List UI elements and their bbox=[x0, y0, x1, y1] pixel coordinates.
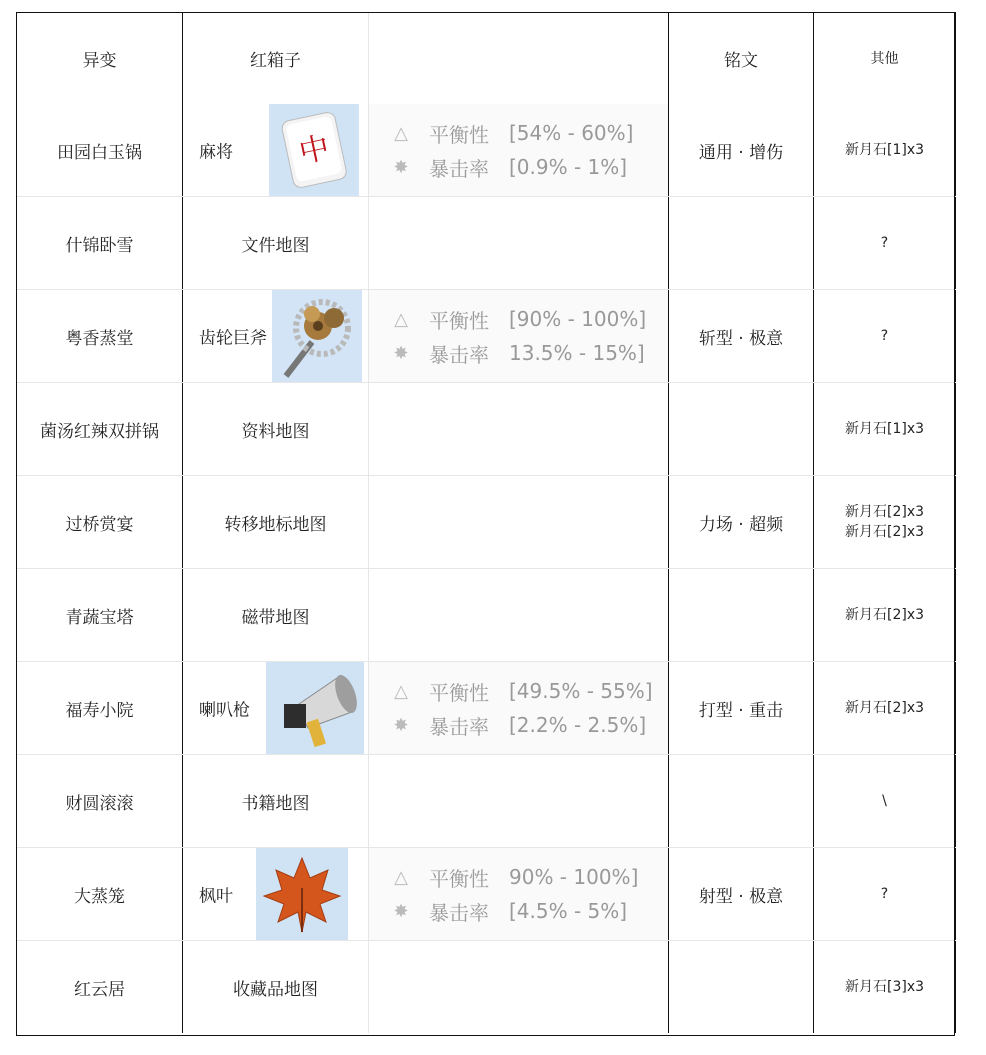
red-box-name: 枫叶 bbox=[199, 886, 233, 907]
red-box-cell bbox=[183, 848, 369, 941]
other-cell bbox=[814, 848, 956, 941]
stats-cell bbox=[369, 383, 669, 476]
inscription: 打型 · 重击 bbox=[669, 662, 814, 755]
other-cell bbox=[814, 941, 956, 1034]
stat-range: [2.2% - 2.5%] bbox=[509, 713, 647, 737]
stat-line bbox=[387, 894, 668, 928]
stat-line bbox=[387, 708, 668, 742]
inscription: 力场 · 超频 bbox=[669, 476, 814, 569]
stat-label: 平衡性 bbox=[429, 866, 489, 891]
red-box-cell bbox=[183, 290, 369, 383]
stat-range: [0.9% - 1%] bbox=[509, 155, 628, 179]
anomaly-name: 过桥赏宴 bbox=[17, 476, 183, 569]
header-inscription: 铭文 bbox=[669, 12, 814, 104]
maple-leaf-icon bbox=[256, 848, 346, 940]
table-row bbox=[17, 476, 956, 569]
inscription: 射型 · 极意 bbox=[669, 848, 814, 941]
balance-icon: △ bbox=[394, 866, 408, 888]
svg-text:中: 中 bbox=[296, 130, 333, 171]
other-value: 新月石[2]x3 bbox=[844, 607, 925, 623]
stat-line bbox=[387, 116, 668, 150]
other-value: 新月石[2]x3 bbox=[844, 524, 925, 540]
stats-cell bbox=[369, 476, 669, 569]
table-row bbox=[17, 755, 956, 848]
stat-range: 90% - 100%] bbox=[509, 865, 639, 889]
red-box-name: 齿轮巨斧 bbox=[199, 328, 267, 349]
anomaly-name: 大蒸笼 bbox=[17, 848, 183, 941]
stats-cell bbox=[369, 755, 669, 848]
inscription bbox=[669, 569, 814, 662]
stat-label: 暴击率 bbox=[429, 714, 489, 739]
other-value: ? bbox=[880, 328, 889, 344]
anomaly-name: 什锦卧雪 bbox=[17, 197, 183, 290]
crit-icon: ✸ bbox=[393, 714, 409, 736]
other-value: 新月石[3]x3 bbox=[844, 979, 925, 995]
other-value: 新月石[1]x3 bbox=[844, 421, 925, 437]
red-box-cell: 资料地图 bbox=[183, 383, 369, 476]
mahjong-tile-icon bbox=[269, 104, 359, 196]
other-cell bbox=[814, 383, 956, 476]
other-cell bbox=[814, 104, 956, 197]
stats-cell bbox=[369, 290, 669, 383]
stats-cell bbox=[369, 662, 669, 755]
header-other: 其他 bbox=[814, 12, 956, 104]
table-row bbox=[17, 662, 956, 755]
inscription bbox=[669, 755, 814, 848]
anomaly-name: 田园白玉锅 bbox=[17, 104, 183, 197]
gear-axe-icon bbox=[272, 290, 362, 382]
red-box-cell: 文件地图 bbox=[183, 197, 369, 290]
megaphone-gun-icon bbox=[266, 662, 356, 754]
stat-line bbox=[387, 302, 668, 336]
table-row bbox=[17, 383, 956, 476]
red-box-cell: 收藏品地图 bbox=[183, 941, 369, 1034]
other-value: 新月石[2]x3 bbox=[844, 700, 925, 716]
balance-icon: △ bbox=[394, 680, 408, 702]
inscription: 通用 · 增伤 bbox=[669, 104, 814, 197]
stat-label: 平衡性 bbox=[429, 308, 489, 333]
stats-cell bbox=[369, 941, 669, 1034]
stat-label: 平衡性 bbox=[429, 122, 489, 147]
red-box-cell: 转移地标地图 bbox=[183, 476, 369, 569]
stat-line bbox=[387, 336, 668, 370]
stat-label: 暴击率 bbox=[429, 900, 489, 925]
crit-icon: ✸ bbox=[393, 900, 409, 922]
stat-line bbox=[387, 860, 668, 894]
stat-range: [49.5% - 55%] bbox=[509, 679, 653, 703]
stats-cell bbox=[369, 848, 669, 941]
red-box-name: 麻将 bbox=[199, 142, 233, 163]
anomaly-name: 粤香蒸堂 bbox=[17, 290, 183, 383]
stats-cell bbox=[369, 197, 669, 290]
inscription bbox=[669, 941, 814, 1034]
inscription bbox=[669, 197, 814, 290]
stat-label: 平衡性 bbox=[429, 680, 489, 705]
header-red-box: 红箱子 bbox=[183, 12, 369, 104]
anomaly-name: 福寿小院 bbox=[17, 662, 183, 755]
other-cell bbox=[814, 662, 956, 755]
table-row bbox=[17, 848, 956, 941]
red-box-name: 喇叭枪 bbox=[199, 700, 250, 721]
balance-icon: △ bbox=[394, 308, 408, 330]
inscription: 斩型 · 极意 bbox=[669, 290, 814, 383]
stats-cell bbox=[369, 104, 669, 197]
table-row bbox=[17, 290, 956, 383]
stat-line bbox=[387, 674, 668, 708]
stat-line bbox=[387, 150, 668, 184]
other-cell bbox=[814, 569, 956, 662]
anomaly-name: 财圆滚滚 bbox=[17, 755, 183, 848]
anomaly-name: 青蔬宝塔 bbox=[17, 569, 183, 662]
other-cell bbox=[814, 290, 956, 383]
header-stats bbox=[369, 12, 669, 104]
other-value: ? bbox=[880, 886, 889, 902]
anomaly-table bbox=[16, 12, 956, 1033]
table-row bbox=[17, 941, 956, 1034]
red-box-cell: 书籍地图 bbox=[183, 755, 369, 848]
other-value: ? bbox=[880, 235, 889, 251]
other-cell bbox=[814, 755, 956, 848]
stat-range: 13.5% - 15%] bbox=[509, 341, 645, 365]
crit-icon: ✸ bbox=[393, 342, 409, 364]
inscription bbox=[669, 383, 814, 476]
table-row bbox=[17, 569, 956, 662]
table-row bbox=[17, 104, 956, 197]
other-value: 新月石[2]x3 bbox=[844, 504, 925, 520]
anomaly-name: 红云居 bbox=[17, 941, 183, 1034]
header-anomaly: 异变 bbox=[17, 12, 183, 104]
anomaly-name: 菌汤红辣双拼锅 bbox=[17, 383, 183, 476]
other-value: 新月石[1]x3 bbox=[844, 142, 925, 158]
red-box-cell bbox=[183, 104, 369, 197]
stat-range: [90% - 100%] bbox=[509, 307, 647, 331]
table-header-row bbox=[17, 12, 956, 104]
table-body bbox=[17, 104, 956, 1033]
stat-label: 暴击率 bbox=[429, 156, 489, 181]
stat-label: 暴击率 bbox=[429, 342, 489, 367]
stat-range: [4.5% - 5%] bbox=[509, 899, 628, 923]
stats-cell bbox=[369, 569, 669, 662]
red-box-cell bbox=[183, 662, 369, 755]
stat-range: [54% - 60%] bbox=[509, 121, 634, 145]
crit-icon: ✸ bbox=[393, 156, 409, 178]
table-row bbox=[17, 197, 956, 290]
red-box-cell: 磁带地图 bbox=[183, 569, 369, 662]
balance-icon: △ bbox=[394, 122, 408, 144]
other-value: \ bbox=[882, 793, 887, 809]
other-cell bbox=[814, 197, 956, 290]
other-cell bbox=[814, 476, 956, 569]
